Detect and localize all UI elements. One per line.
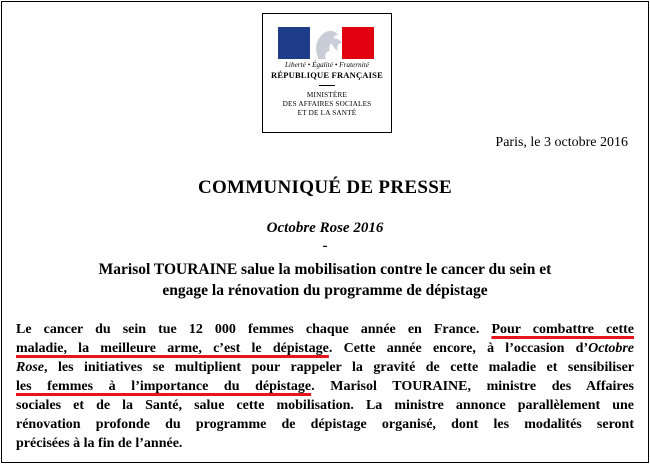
body-text: Le cancer du sein tue 12 000 femmes chaque année en France. bbox=[16, 322, 492, 337]
italic-text: Rose bbox=[16, 360, 44, 375]
body-line-2 bbox=[16, 339, 634, 358]
highlighted-text: les femmes à l’importance du dépistage bbox=[16, 379, 312, 394]
ministry-line: DES AFFAIRES SOCIALES bbox=[282, 100, 372, 108]
logo-divider bbox=[319, 85, 335, 86]
headline-line: Marisol TOURAINE salue la mobilisation contre le cancer du sein et bbox=[98, 261, 552, 278]
headline bbox=[0, 259, 650, 301]
document-subtitle: Octobre Rose 2016 bbox=[266, 220, 384, 236]
headline-line: engage la rénovation du programme de dépistage bbox=[162, 282, 488, 299]
body-text: , les initiatives se multiplient pour rappeler la gravité de cette maladie et sensibiliser bbox=[44, 360, 634, 375]
body-line-3 bbox=[16, 358, 634, 377]
body-line-1 bbox=[16, 320, 634, 339]
republic-name: RÉPUBLIQUE FRANÇAISE bbox=[271, 70, 383, 80]
highlighted-text: maladie, la meilleure arme, c’est le dépistage bbox=[16, 341, 329, 356]
title-separator: - bbox=[322, 238, 328, 254]
ministry-logo bbox=[262, 13, 392, 133]
body-line-4 bbox=[16, 377, 634, 396]
body-text: . Marisol TOURAINE, ministre des Affaires bbox=[311, 379, 634, 394]
body-line-7: précisées à la fin de l’année. bbox=[16, 436, 183, 451]
ministry-name bbox=[263, 91, 391, 118]
document-title: COMMUNIQUÉ DE PRESSE bbox=[197, 177, 453, 198]
ministry-line: MINISTÈRE bbox=[306, 91, 348, 99]
body-line-6: rénovation profonde du programme de dépistage organisé, dont les modalités seront bbox=[16, 417, 634, 432]
highlighted-text: Pour combattre cette bbox=[491, 322, 634, 337]
italic-text: Octobre bbox=[588, 341, 634, 356]
body-line-5: sociales et de la Santé, salue cette mobilisation. La ministre annonce parallèlement une bbox=[16, 398, 634, 413]
republic-motto: Liberté • Égalité • Fraternité bbox=[284, 61, 370, 69]
ministry-line: ET DE LA SANTÉ bbox=[297, 109, 357, 117]
body-text: . Cette année encore, à l’occasion d’ bbox=[328, 341, 589, 356]
marianne-flag-icon bbox=[278, 27, 374, 59]
body-paragraph bbox=[16, 320, 634, 453]
dateline: Paris, le 3 octobre 2016 bbox=[495, 135, 628, 150]
